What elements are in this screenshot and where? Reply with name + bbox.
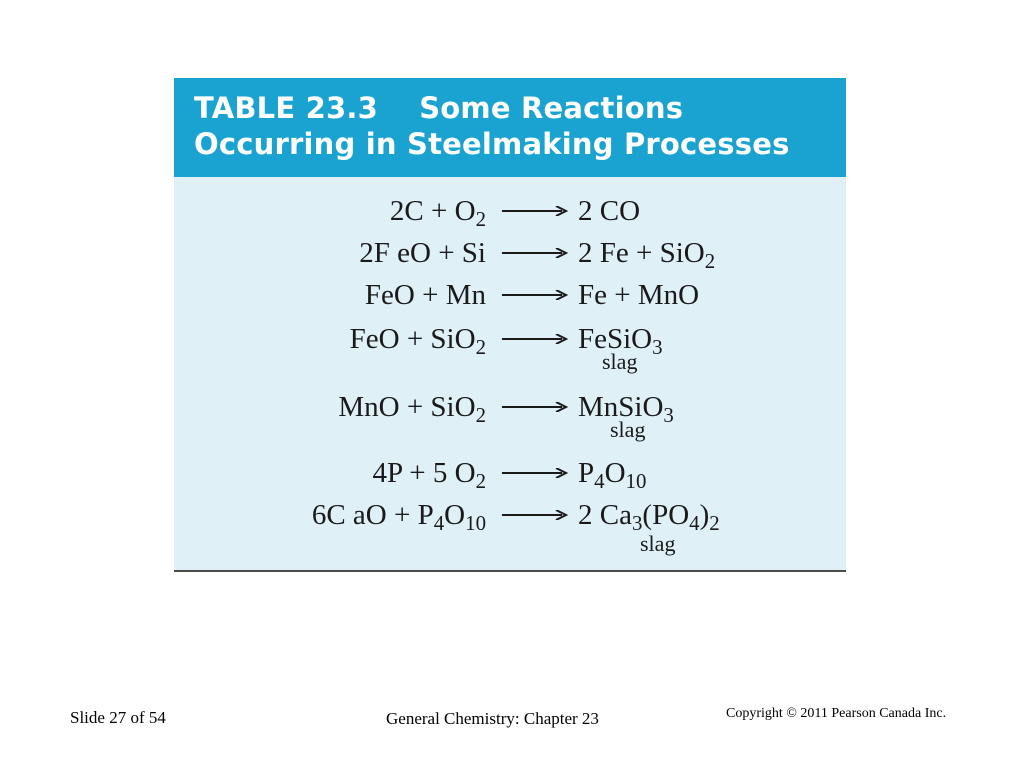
- slide-number: Slide 27 of 54: [70, 708, 166, 727]
- reaction-3-reactants: FeO + Mn: [364, 279, 486, 311]
- table-title: [194, 90, 834, 162]
- reaction-2-products: 2 Fe + SiO$_2$: [578, 237, 716, 273]
- reaction-1-reactants: $2C + O_2$: [389, 195, 486, 231]
- reaction-arrow-icon: [500, 194, 568, 216]
- reaction-arrow-icon: [500, 322, 568, 344]
- reaction-arrow-icon: [500, 390, 568, 412]
- reaction-arrow-icon: [500, 236, 568, 258]
- reaction-7-reactants: 6C aO + $P_4O_{10}$: [311, 499, 486, 535]
- reaction-arrow-icon: [500, 278, 568, 300]
- reaction-6-reactants: 4P + 5 $O_2$: [372, 457, 486, 493]
- reaction-4-reactants: FeO + SiO$_2$: [349, 323, 486, 359]
- slag-label: slag: [602, 349, 638, 374]
- reaction-6-products: $P_4O_{10}$: [578, 457, 647, 493]
- chapter-title: General Chemistry: Chapter 23: [386, 709, 599, 728]
- reaction-4-products: FeSiO$_3$: [578, 323, 663, 359]
- reaction-arrow-icon: [500, 456, 568, 478]
- reaction-1-products: 2 CO: [578, 195, 641, 227]
- table-title-line1: TABLE 23.3 Some Reactions: [194, 91, 684, 125]
- reaction-5-products: MnSiO$_3$: [578, 391, 674, 427]
- reaction-5-reactants: MnO + SiO$_2$: [338, 391, 486, 427]
- copyright-notice: Copyright © 2011 Pearson Canada Inc.: [726, 706, 947, 721]
- reaction-3-products: Fe + MnO: [578, 279, 700, 311]
- slag-label: slag: [610, 417, 646, 442]
- slag-label: slag: [640, 531, 676, 556]
- reactions-table: [174, 78, 846, 572]
- table-header: [174, 78, 846, 177]
- table-title-line2: Occurring in Steelmaking Processes: [194, 127, 790, 161]
- reaction-arrow-icon: [500, 498, 568, 520]
- reaction-7-products: 2 $Ca_3(PO_4)_2$: [578, 499, 720, 535]
- reaction-2-reactants: 2F eO + Si: [359, 237, 486, 269]
